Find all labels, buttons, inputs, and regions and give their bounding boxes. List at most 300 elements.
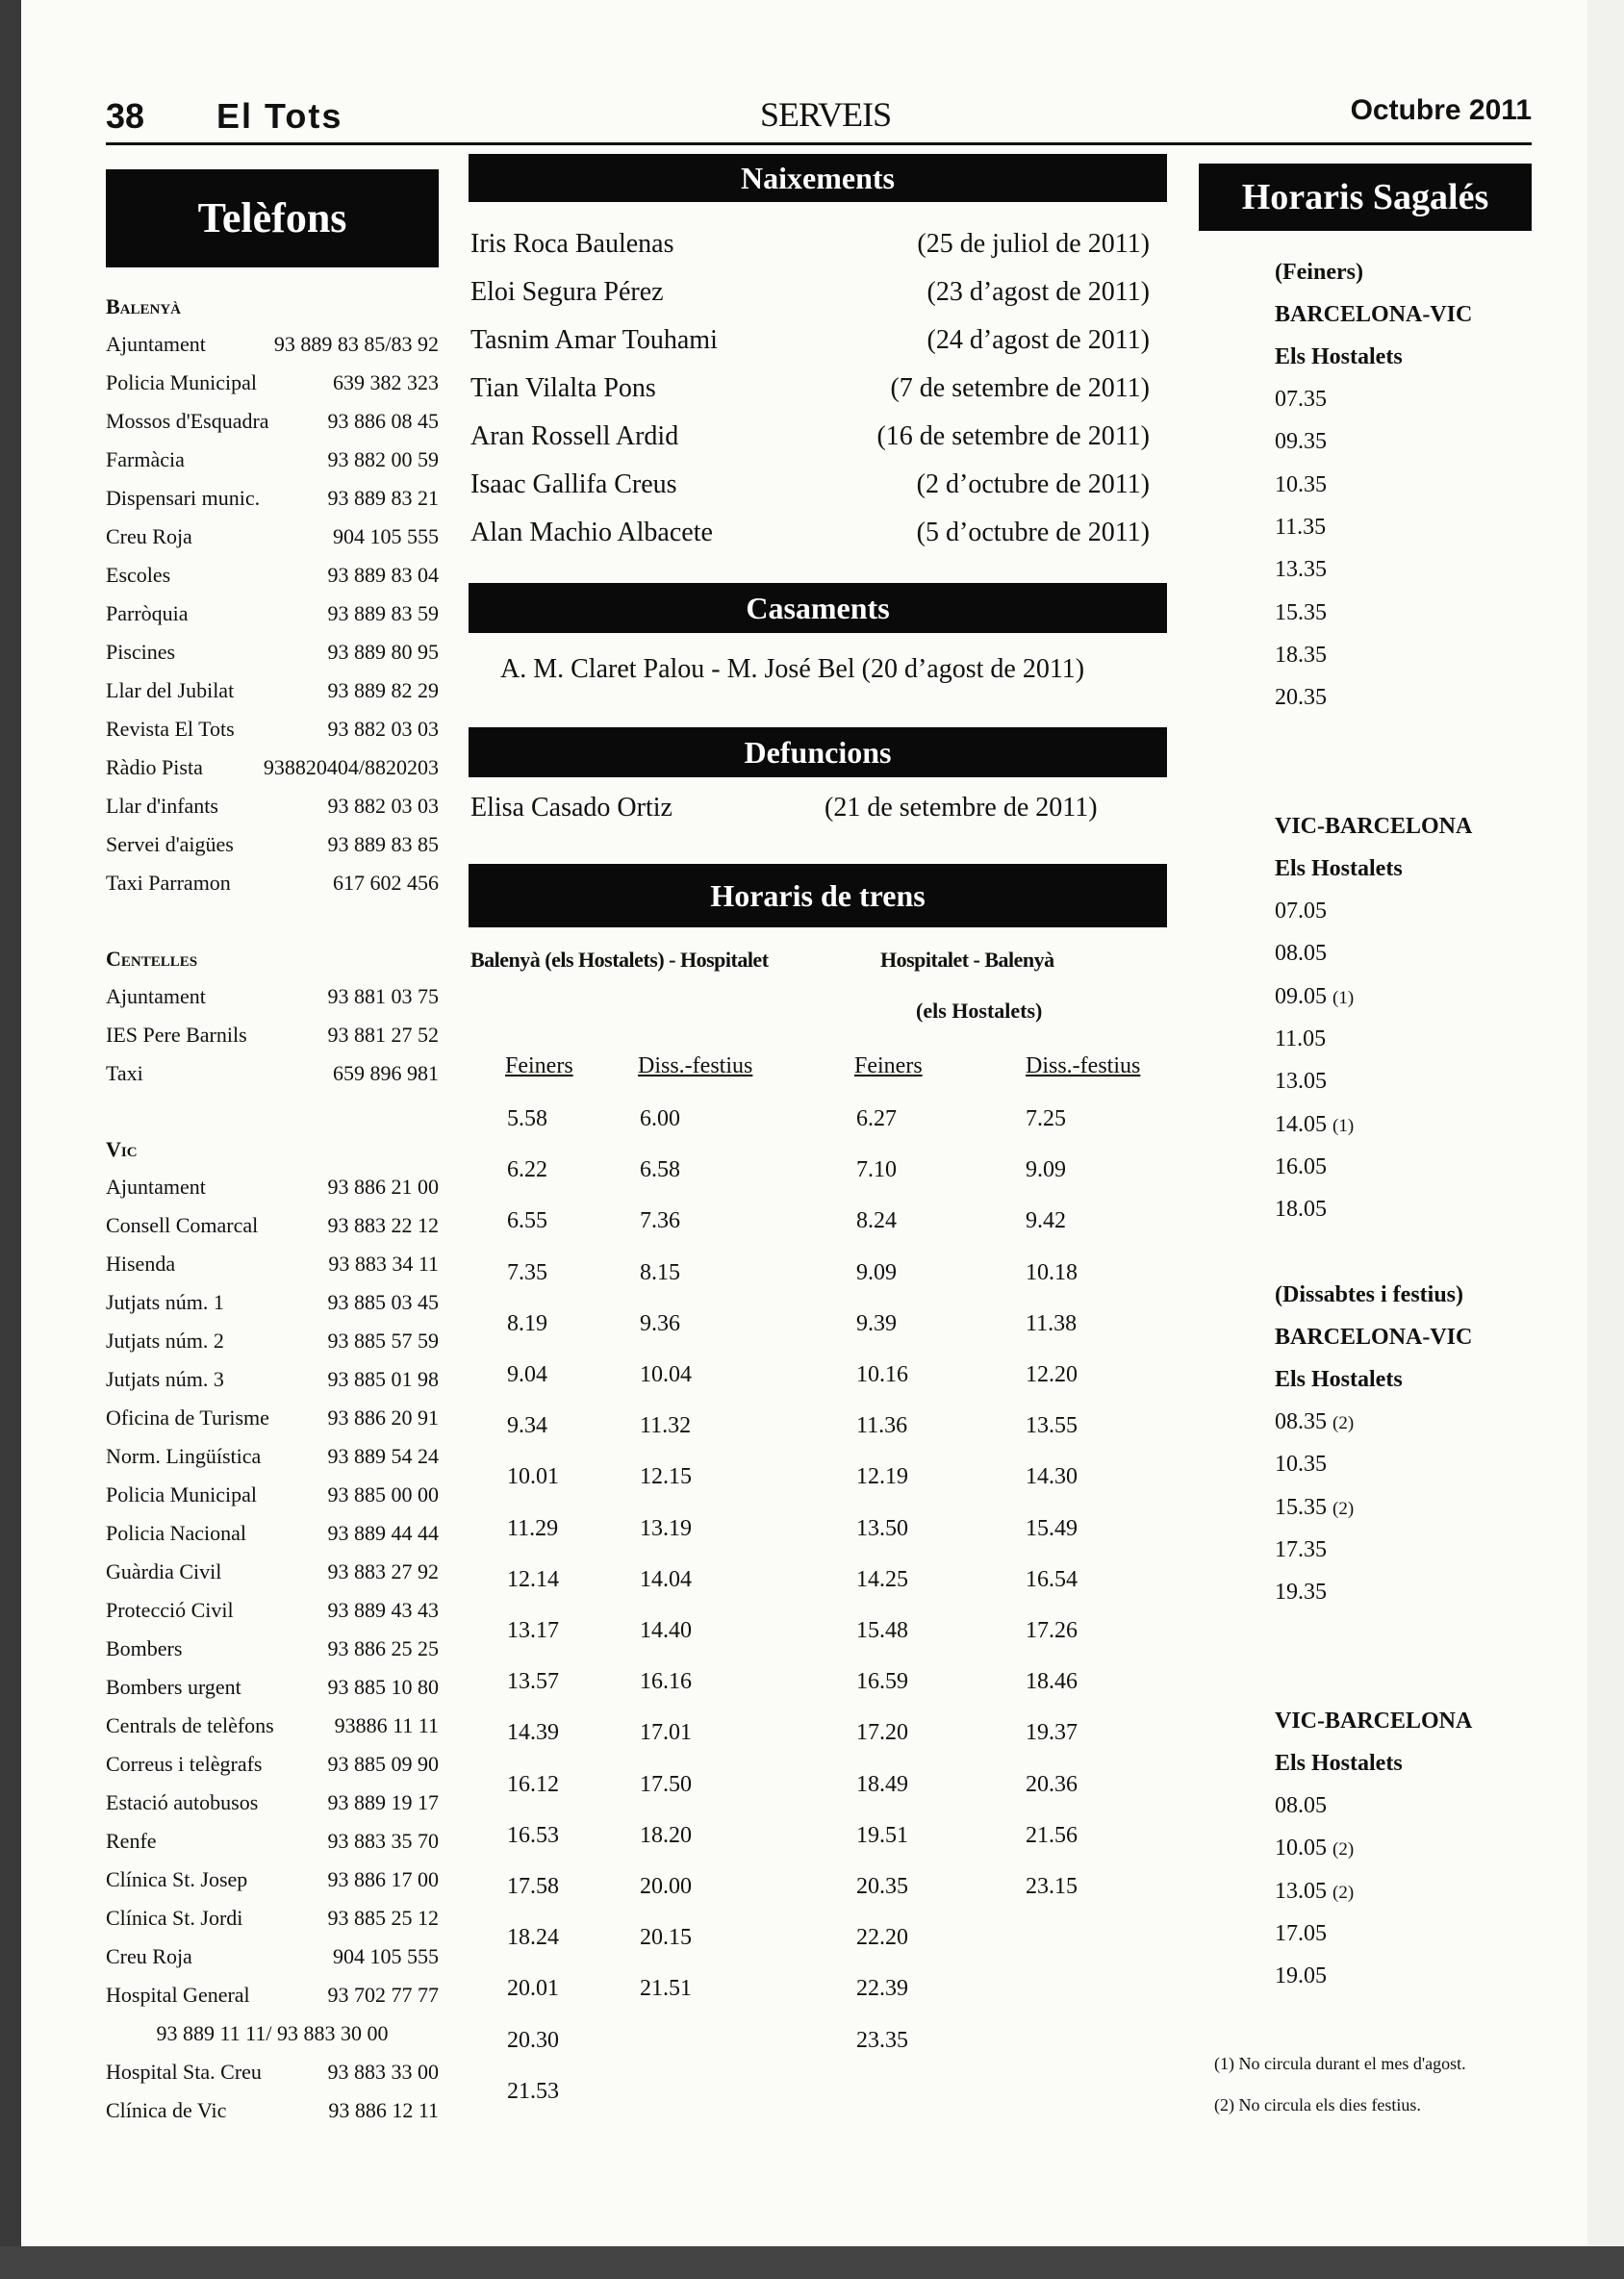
bus-time: 10.05 [1275, 1836, 1327, 1861]
phone-label: Renfe [106, 1829, 157, 1853]
route2-feiners-time: 6.27 [856, 1106, 897, 1131]
birth-name: Tian Vilalta Pons [470, 373, 656, 403]
section-title: SERVEIS [760, 95, 892, 134]
phone-label: Hisenda [106, 1252, 176, 1276]
phone-label: Correus i telègrafs [106, 1752, 263, 1776]
bus-time: 20.35 [1275, 685, 1327, 710]
bus-time: 09.05 [1275, 984, 1327, 1009]
route1-feiners-time: 16.12 [507, 1772, 559, 1797]
route1-feiners-time: 13.57 [507, 1669, 559, 1694]
phone-entry [106, 1399, 439, 1437]
bus-time: 16.05 [1275, 1154, 1327, 1179]
phone-number: 93 889 83 59 [327, 601, 439, 625]
route2-festius-time: 10.18 [1026, 1260, 1078, 1285]
bus-time: 07.05 [1275, 899, 1327, 924]
phone-label: IES Pere Barnils [106, 1023, 247, 1047]
route2-feiners-header: Feiners [854, 1053, 923, 1078]
issue-date: Octubre 2011 [1350, 94, 1532, 126]
bus-departure [1275, 899, 1327, 924]
route1-festius-time: 20.15 [640, 1925, 692, 1950]
bus-note: (2) [1332, 1413, 1355, 1433]
phone-entry [106, 556, 439, 595]
route1-title: Balenyà (els Hostalets) - Hospitalet [470, 948, 769, 972]
phone-number: 93 889 83 85 [327, 832, 439, 856]
sagales-title: Horaris Sagalés [1199, 164, 1532, 231]
bus-time: 18.05 [1275, 1197, 1327, 1222]
bus-time: 08.35 [1275, 1409, 1327, 1434]
page-bottom-edge [0, 2246, 1624, 2279]
phone-label: Llar del Jubilat [106, 678, 235, 702]
bus-departure [1275, 941, 1327, 967]
trens-title: Horaris de trens [469, 864, 1167, 927]
route1-feiners-time: 8.19 [507, 1311, 547, 1336]
phone-label: Hospital Sta. Creu [106, 2060, 262, 2084]
birth-name: Tasnim Amar Touhami [470, 325, 718, 355]
phone-label: Policia Nacional [106, 1521, 247, 1545]
phone-entry [106, 1168, 439, 1206]
birth-date: (23 d’agost de 2011) [926, 277, 1150, 307]
bus-departure [1275, 1580, 1327, 1606]
bus-departure [1275, 600, 1327, 626]
route1-festius-time: 6.00 [640, 1106, 680, 1131]
route2-festius-time: 7.25 [1026, 1106, 1066, 1131]
route1-festius-time: 14.04 [640, 1567, 692, 1592]
phone-label: Protecció Civil [106, 1598, 234, 1622]
route2-feiners-time: 14.25 [856, 1567, 908, 1592]
birth-date: (7 de setembre de 2011) [890, 373, 1150, 403]
phone-entry [106, 1245, 439, 1283]
bus-time: 17.05 [1275, 1921, 1327, 1946]
phone-label: Bombers [106, 1636, 183, 1660]
route1-festius-time: 8.15 [640, 1260, 680, 1285]
death-name: Elisa Casado Ortiz [470, 793, 672, 823]
bus-time: 10.35 [1275, 1452, 1327, 1477]
phone-entry [106, 364, 439, 402]
bus-time: 15.35 [1275, 600, 1327, 625]
phone-entry [106, 1899, 439, 1937]
route1-festius-time: 17.01 [640, 1720, 692, 1745]
route1-festius-time: 6.58 [640, 1157, 680, 1182]
phone-label: Creu Roja [106, 1944, 192, 1968]
phone-entry [106, 1707, 439, 1745]
phone-group-title: Balenyà [106, 294, 182, 318]
bus-departure [1275, 1963, 1327, 1989]
phone-label: Clínica St. Josep [106, 1867, 248, 1891]
phone-number: 93 889 83 04 [327, 563, 439, 587]
route2-festius-time: 16.54 [1026, 1567, 1078, 1592]
phone-entry [106, 402, 439, 441]
phone-number: 639 382 323 [333, 370, 439, 394]
route1-festius-time: 10.04 [640, 1362, 692, 1387]
phone-label: Taxi [106, 1061, 143, 1085]
bus-departure [1275, 557, 1327, 583]
route2-festius-time: 12.20 [1026, 1362, 1078, 1387]
phone-label: Piscines [106, 640, 176, 664]
phone-number: 93 885 10 80 [327, 1675, 439, 1699]
phone-label: Bombers urgent [106, 1675, 241, 1699]
route1-feiners-time: 14.39 [507, 1720, 559, 1745]
phone-directory [106, 289, 439, 2130]
bus-time: 13.05 [1275, 1879, 1327, 1904]
phone-number: 93 889 54 24 [327, 1444, 439, 1468]
route1-feiners-time: 9.34 [507, 1413, 547, 1438]
route1-festius-time: 9.36 [640, 1311, 680, 1336]
phone-number: 93 882 03 03 [327, 794, 439, 818]
route-vic-bcn: VIC-BARCELONA [1275, 1709, 1473, 1734]
route2-feiners-time: 23.35 [856, 2028, 908, 2053]
birth-name: Iris Roca Baulenas [470, 229, 674, 259]
phone-label: Jutjats núm. 2 [106, 1329, 224, 1353]
bus-note: (2) [1332, 1883, 1355, 1903]
marriage-entry: A. M. Claret Palou - M. José Bel (20 d’agost de 2011) [500, 654, 1085, 684]
route1-feiners-time: 18.24 [507, 1925, 559, 1950]
page-edge [1587, 0, 1624, 2279]
phone-entry [106, 1745, 439, 1784]
phone-label: Oficina de Turisme [106, 1405, 269, 1430]
phone-number: 617 602 456 [333, 871, 439, 895]
phone-label: Revista El Tots [106, 717, 235, 741]
phone-label: Ajuntament [106, 984, 206, 1008]
festius-label: (Dissabtes i festius) [1275, 1282, 1463, 1307]
phone-number: 659 896 981 [333, 1061, 439, 1085]
phone-entry [106, 1322, 439, 1360]
birth-name: Eloi Segura Pérez [470, 277, 664, 307]
route1-feiners-time: 7.35 [507, 1260, 547, 1285]
route1-feiners-time: 16.53 [507, 1823, 559, 1848]
bus-departure [1275, 1537, 1327, 1563]
phone-label: Escoles [106, 563, 171, 587]
phone-number: 93 889 43 43 [327, 1598, 439, 1622]
bus-time: 10.35 [1275, 472, 1327, 497]
phone-number: 93 889 19 17 [327, 1790, 439, 1814]
route2-festius-time: 15.49 [1026, 1516, 1078, 1541]
route1-feiners-time: 12.14 [507, 1567, 559, 1592]
phone-label: Ajuntament [106, 332, 206, 356]
phone-label: Servei d'aigües [106, 832, 234, 856]
phone-number: 93 881 03 75 [327, 984, 439, 1008]
phone-number: 93 882 00 59 [327, 447, 439, 471]
phone-label: Guàrdia Civil [106, 1559, 222, 1583]
phone-number: 93 886 08 45 [327, 409, 439, 433]
phone-entry [106, 1668, 439, 1707]
route2-feiners-time: 20.35 [856, 1874, 908, 1899]
phone-number: 93 882 03 03 [327, 717, 439, 741]
phone-label: Jutjats núm. 1 [106, 1290, 224, 1314]
bus-departure [1275, 1409, 1354, 1435]
birth-name: Alan Machio Albacete [470, 518, 713, 547]
bus-departure [1275, 515, 1326, 541]
route2-festius-header: Diss.-festius [1026, 1053, 1141, 1078]
naixements-title: Naixements [469, 154, 1167, 202]
route1-festius-time: 11.32 [640, 1413, 692, 1438]
phone-entry [106, 1514, 439, 1553]
route2-festius-time: 20.36 [1026, 1772, 1078, 1797]
phone-entry [106, 787, 439, 825]
route1-festius-time: 12.15 [640, 1464, 692, 1489]
bus-departure [1275, 1026, 1326, 1052]
route2-feiners-time: 16.59 [856, 1669, 908, 1694]
bus-departure [1275, 643, 1327, 669]
bus-time: 18.35 [1275, 643, 1327, 668]
stop-hostalets: Els Hostalets [1275, 856, 1403, 881]
phone-number: 93 885 09 90 [327, 1752, 439, 1776]
route2-festius-time: 9.09 [1026, 1157, 1066, 1182]
phone-label: Norm. Lingüística [106, 1444, 262, 1468]
route1-feiners-time: 10.01 [507, 1464, 559, 1489]
phone-entry [106, 671, 439, 710]
route1-festius-time: 16.16 [640, 1669, 692, 1694]
route-bcn-vic: BARCELONA-VIC [1275, 302, 1473, 327]
phone-entry [106, 1861, 439, 1899]
route2-festius-time: 21.56 [1026, 1823, 1078, 1848]
phone-entry [106, 441, 439, 479]
phone-entry [106, 1054, 439, 1093]
phone-label: Ràdio Pista [106, 755, 203, 779]
phone-number: 904 105 555 [333, 1944, 439, 1968]
route2-festius-time: 14.30 [1026, 1464, 1078, 1489]
phone-label: Dispensari munic. [106, 486, 261, 510]
phone-entry [106, 1206, 439, 1245]
bus-note: (1) [1332, 988, 1355, 1008]
bus-time: 13.35 [1275, 557, 1327, 582]
phone-entry [106, 864, 439, 902]
bus-departure [1275, 685, 1327, 711]
route2-festius-time: 17.26 [1026, 1618, 1078, 1643]
phone-number: 93 702 77 77 [327, 1983, 439, 2007]
route1-feiners-time: 13.17 [507, 1618, 559, 1643]
phone-entry [106, 1360, 439, 1399]
route2-feiners-time: 18.49 [856, 1772, 908, 1797]
feiners-label: (Feiners) [1275, 260, 1363, 285]
route2-feiners-time: 9.09 [856, 1260, 897, 1285]
route2-feiners-time: 15.48 [856, 1618, 908, 1643]
bus-note: (1) [1332, 1116, 1355, 1136]
bus-departure [1275, 1879, 1354, 1905]
bus-departure [1275, 1069, 1327, 1095]
bus-note: (2) [1332, 1499, 1355, 1519]
route1-festius-time: 21.51 [640, 1976, 692, 2001]
phone-number: 93 886 20 91 [327, 1405, 439, 1430]
route2-feiners-time: 17.20 [856, 1720, 908, 1745]
phone-number: 93 886 21 00 [327, 1175, 439, 1199]
birth-date: (25 de juliol de 2011) [917, 229, 1150, 259]
bus-time: 09.35 [1275, 429, 1327, 454]
route2-feiners-time: 13.50 [856, 1516, 908, 1541]
route1-feiners-time: 17.58 [507, 1874, 559, 1899]
phone-number: 93 883 34 11 [328, 1252, 439, 1276]
birth-name: Isaac Gallifa Creus [470, 469, 677, 499]
phone-label: Ajuntament [106, 1175, 206, 1199]
phone-label: Creu Roja [106, 524, 192, 548]
route2-feiners-time: 8.24 [856, 1208, 897, 1233]
bus-departure [1275, 1112, 1354, 1138]
phone-number: 93886 11 11 [334, 1713, 439, 1737]
phone-entry [106, 2091, 439, 2130]
telefons-title: Telèfons [106, 169, 439, 267]
footnote-2: (2) No circula els dies festius. [1214, 2095, 1421, 2114]
phone-group-title: Vic [106, 1137, 138, 1161]
phone-number: 938820404/8820203 [263, 755, 439, 779]
phone-group-title: Centelles [106, 947, 198, 971]
route2-subtitle: (els Hostalets) [916, 999, 1043, 1023]
bus-departure [1275, 1793, 1327, 1819]
bus-departure [1275, 1154, 1327, 1180]
birth-date: (5 d’octubre de 2011) [916, 518, 1150, 547]
phone-entry [106, 1822, 439, 1861]
phone-label: Policia Municipal [106, 1482, 258, 1507]
route2-title: Hospitalet - Balenyà [880, 948, 1054, 972]
publication-name: El Tots [216, 96, 343, 136]
route2-festius-time: 19.37 [1026, 1720, 1078, 1745]
route1-feiners-time: 11.29 [507, 1516, 559, 1541]
phone-label: Policia Municipal [106, 370, 258, 394]
bus-departure [1275, 1197, 1327, 1223]
bus-time: 13.05 [1275, 1069, 1327, 1094]
phone-entry [106, 325, 439, 364]
phone-entry [106, 748, 439, 787]
bus-departure [1275, 1452, 1327, 1478]
phone-number: 93 885 03 45 [327, 1290, 439, 1314]
route2-feiners-time: 22.20 [856, 1925, 908, 1950]
phone-number: 93 886 17 00 [327, 1867, 439, 1891]
route1-festius-header: Diss.-festius [638, 1053, 753, 1078]
phone-label: Centrals de telèfons [106, 1713, 274, 1737]
phone-number: 93 883 22 12 [327, 1213, 439, 1237]
death-date: (21 de setembre de 2011) [825, 793, 1098, 823]
phone-entry [106, 2014, 439, 2053]
phone-entry [106, 825, 439, 864]
route1-feiners-time: 6.55 [507, 1208, 547, 1233]
route1-festius-time: 17.50 [640, 1772, 692, 1797]
bus-departure [1275, 387, 1327, 413]
bus-time: 19.35 [1275, 1580, 1327, 1605]
route1-feiners-time: 20.30 [507, 2028, 559, 2053]
phone-number: 93 889 11 11/ 93 883 30 00 [156, 2021, 389, 2045]
stop-hostalets: Els Hostalets [1275, 344, 1403, 369]
bus-departure [1275, 1836, 1354, 1861]
phone-entry [106, 518, 439, 556]
route2-festius-time: 9.42 [1026, 1208, 1066, 1233]
stop-hostalets: Els Hostalets [1275, 1751, 1403, 1776]
bus-time: 08.05 [1275, 941, 1327, 966]
phone-number: 93 889 80 95 [327, 640, 439, 664]
phone-number: 93 883 33 00 [327, 2060, 439, 2084]
route2-feiners-time: 9.39 [856, 1311, 897, 1336]
route1-festius-time: 18.20 [640, 1823, 692, 1848]
phone-label: Parròquia [106, 601, 189, 625]
bus-departure [1275, 984, 1354, 1010]
phone-number: 93 883 35 70 [327, 1829, 439, 1853]
phone-number: 93 886 12 11 [328, 2098, 439, 2122]
phone-number: 93 881 27 52 [327, 1023, 439, 1047]
route2-feiners-time: 10.16 [856, 1362, 908, 1387]
phone-number: 904 105 555 [333, 524, 439, 548]
route1-feiners-time: 5.58 [507, 1106, 547, 1131]
phone-entry [106, 1437, 439, 1476]
bus-time: 17.35 [1275, 1537, 1327, 1562]
phone-label: Clínica St. Jordi [106, 1906, 243, 1930]
route1-feiners-time: 9.04 [507, 1362, 547, 1387]
bus-departure [1275, 472, 1327, 498]
route-vic-bcn: VIC-BARCELONA [1275, 814, 1473, 839]
phone-label: Mossos d'Esquadra [106, 409, 269, 433]
phone-entry [106, 977, 439, 1016]
phone-number: 93 883 27 92 [327, 1559, 439, 1583]
phone-label: Farmàcia [106, 447, 185, 471]
route1-festius-time: 20.00 [640, 1874, 692, 1899]
phone-label: Jutjats núm. 3 [106, 1367, 224, 1391]
route2-feiners-time: 11.36 [856, 1413, 908, 1438]
route2-festius-time: 13.55 [1026, 1413, 1078, 1438]
phone-number: 93 889 44 44 [327, 1521, 439, 1545]
birth-name: Aran Rossell Ardid [470, 421, 679, 451]
route2-feiners-time: 7.10 [856, 1157, 897, 1182]
phone-number: 93 885 00 00 [327, 1482, 439, 1507]
bus-time: 07.35 [1275, 387, 1327, 412]
bus-time: 14.05 [1275, 1112, 1327, 1137]
bus-departure [1275, 1921, 1327, 1947]
route2-festius-time: 11.38 [1026, 1311, 1078, 1336]
phone-number: 93 889 83 21 [327, 486, 439, 510]
phone-label: Taxi Parramon [106, 871, 231, 895]
phone-entry [106, 1937, 439, 1976]
phone-number: 93 889 83 85/83 92 [273, 332, 439, 356]
phone-entry [106, 1591, 439, 1630]
phone-label: Hospital General [106, 1983, 250, 2007]
route1-feiners-time: 6.22 [507, 1157, 547, 1182]
casaments-title: Casaments [469, 583, 1167, 633]
phone-label: Clínica de Vic [106, 2098, 227, 2122]
phone-entry [106, 2053, 439, 2091]
phone-entry [106, 1553, 439, 1591]
phone-label: Llar d'infants [106, 794, 218, 818]
phone-entry [106, 1476, 439, 1514]
phone-number: 93 885 57 59 [327, 1329, 439, 1353]
route2-feiners-time: 22.39 [856, 1976, 908, 2001]
route1-festius-time: 14.40 [640, 1618, 692, 1643]
phone-entry [106, 710, 439, 748]
phone-entry [106, 1976, 439, 2014]
phone-label: Consell Comarcal [106, 1213, 259, 1237]
phone-number: 93 885 25 12 [327, 1906, 439, 1930]
phone-number: 93 889 82 29 [327, 678, 439, 702]
route1-festius-time: 7.36 [640, 1208, 680, 1233]
phone-entry [106, 1016, 439, 1054]
birth-date: (2 d’octubre de 2011) [916, 469, 1150, 499]
phone-entry [106, 1283, 439, 1322]
route-bcn-vic: BARCELONA-VIC [1275, 1325, 1473, 1350]
route1-feiners-time: 21.53 [507, 2079, 559, 2104]
page-header [106, 89, 1532, 145]
bus-time: 11.05 [1275, 1026, 1327, 1051]
birth-date: (16 de setembre de 2011) [876, 421, 1150, 451]
route2-feiners-time: 19.51 [856, 1823, 908, 1848]
phone-entry [106, 1630, 439, 1668]
phone-entry [106, 595, 439, 633]
phone-label: Estació autobusos [106, 1790, 259, 1814]
route1-festius-time: 13.19 [640, 1516, 692, 1541]
route2-festius-time: 23.15 [1026, 1874, 1078, 1899]
bus-note: (2) [1332, 1839, 1355, 1860]
route1-feiners-time: 20.01 [507, 1976, 559, 2001]
route1-feiners-header: Feiners [505, 1053, 573, 1078]
bus-departure [1275, 429, 1327, 455]
bus-departure [1275, 1495, 1354, 1521]
page-number: 38 [106, 96, 145, 136]
stop-hostalets: Els Hostalets [1275, 1367, 1403, 1392]
bus-time: 11.35 [1275, 515, 1327, 540]
birth-date: (24 d’agost de 2011) [926, 325, 1150, 355]
